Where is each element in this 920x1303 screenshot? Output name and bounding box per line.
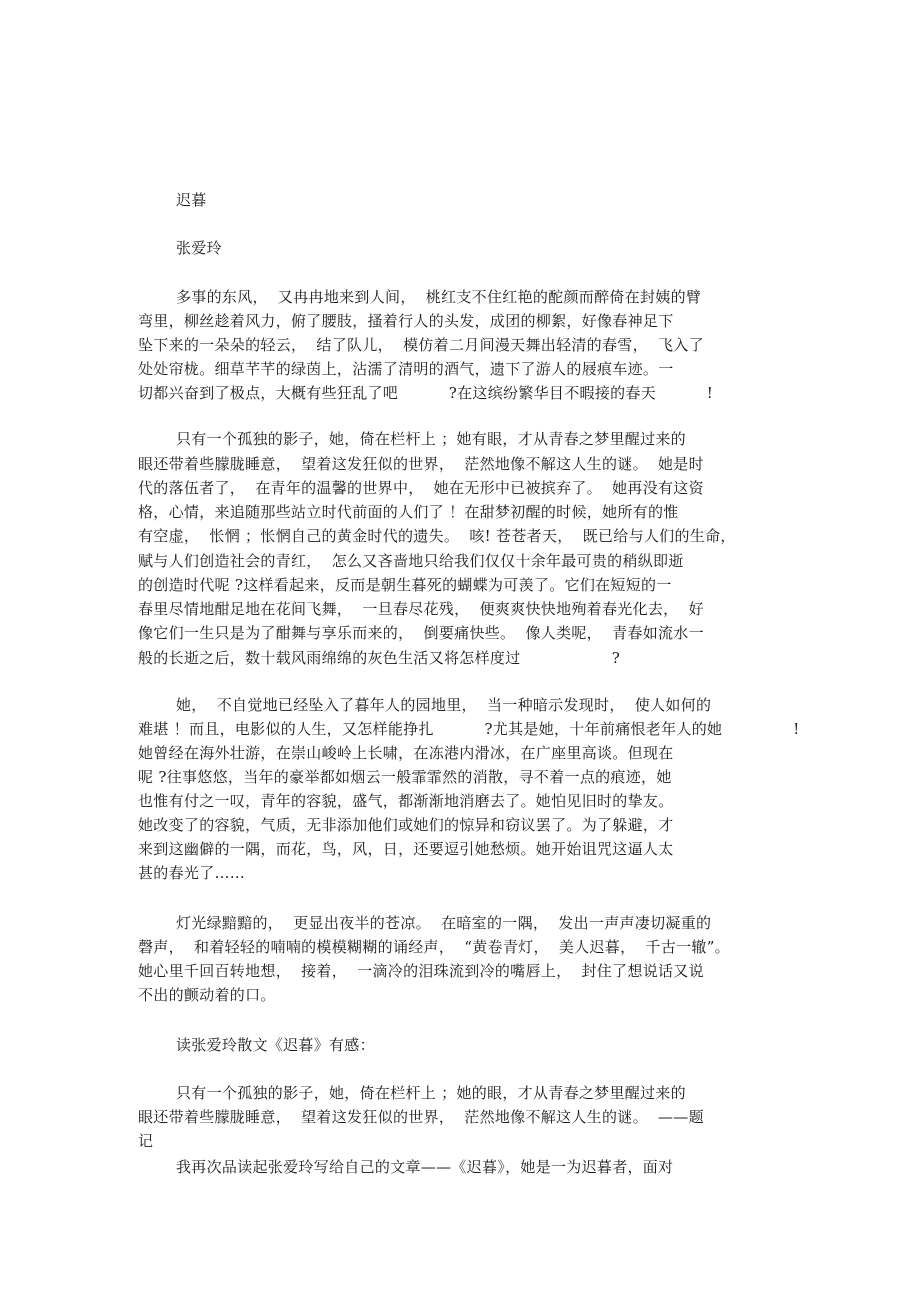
text-line: 只有一个孤独的影子，她，倚在栏杆上 ；她的眼，才从青春之梦里醒过来的	[176, 1084, 686, 1102]
text-line: 记	[138, 1132, 154, 1150]
text-line: 磬声， 和着轻轻的喃喃的模模糊糊的诵经声， “黄卷青灯， 美人迟暮， 千古一辙”。	[138, 938, 730, 956]
text-line: 灯光绿黯黯的， 更显出夜半的苍凉。 在暗室的一隅， 发出一声声凄切凝重的	[176, 914, 712, 932]
text-line: 处处帘栊。细草芊芊的绿茵上，沾濡了清明的酒气，遗下了游人的屐痕车迹。一	[138, 360, 674, 378]
text-line: 弯里，柳丝趁着风力，俯了腰肢，搔着行人的头发，成团的柳絮，好像春神足下	[138, 312, 674, 330]
text-line: 甚的春光了……	[138, 864, 246, 882]
text-line: 她， 不自觉地已经坠入了暮年人的园地里， 当一种暗示发现时， 使人如何的	[176, 696, 712, 714]
text-line: 她改变了的容貌，气质，无非添加他们或她们的惊异和窃议罢了。为了躲避，才	[138, 816, 674, 834]
text-line: 坠下来的一朵朵的轻云， 结了队儿， 模仿着二月间漫天舞出轻清的春雪， 飞入了	[138, 336, 704, 354]
text-line: 她曾经在海外壮游，在崇山峻岭上长啸，在冻港内滑冰，在广座里高谈。但现在	[138, 744, 674, 762]
text-line: 她心里千回百转地想， 接着， 一滴冷的泪珠流到冷的嘴唇上， 封住了想说话又说	[138, 962, 704, 980]
text-line: 像它们一生只是为了酣舞与享乐而来的， 倒要痛快些。 像人类呢， 青春如流水一	[138, 624, 704, 642]
text-line: 来到这幽僻的一隅，而花，鸟，风，日，还要逗引她愁烦。她开始诅咒这逼人太	[138, 840, 674, 858]
text-line: 春里尽情地酣足地在花间飞舞， 一旦春尽花残， 便爽爽快快地殉着春光化去， 好	[138, 600, 704, 618]
text-line: 难堪 ！而且，电影似的人生，又怎样能挣扎 ?尤其是她，十年前痛恨老年人的她 !	[138, 720, 800, 738]
text-line: 眼还带着些朦胧睡意， 望着这发狂似的世界， 茫然地像不解这人生的谜。 ——题	[138, 1108, 704, 1126]
page-title: 迟暮	[176, 191, 207, 209]
text-line: 格，心情，来追随那些站立时代前面的人们了 ！在甜梦初醒的时候，她所有的惟	[138, 503, 679, 521]
text-line: 不出的颤动着的口。	[138, 986, 276, 1004]
text-line: 赋与人们创造社会的青红， 怎么又吝啬地只给我们仅仅十余年最可贵的稍纵即逝	[138, 552, 684, 570]
text-line: 多事的东风， 又冉冉地来到人间， 桃红支不住红艳的酡颜而醉倚在封姨的臂	[176, 288, 702, 306]
text-line: 也惟有付之一叹，青年的容貌，盛气，都渐渐地消磨去了。她怕见旧时的挚友。	[138, 792, 674, 810]
text-line: 的创造时代呢 ?这样看起来，反而是朝生暮死的蝴蝶为可羡了。它们在短短的一	[138, 576, 672, 594]
text-line: 般的长逝之后，数十载风雨绵绵的灰色生活又将怎样度过 ?	[138, 649, 621, 667]
essay-heading: 读张爱玲散文《迟暮》有感：	[176, 1036, 375, 1054]
text-line: 只有一个孤独的影子，她，倚在栏杆上 ；她有眼，才从青春之梦里醒过来的	[176, 430, 686, 448]
author-name: 张爱玲	[176, 239, 222, 257]
text-line: 切都兴奋到了极点，大概有些狂乱了吧 ?在这缤纷繁华目不暇接的春天 !	[138, 384, 714, 402]
text-line: 代的落伍者了， 在青年的温馨的世界中， 她在无形中已被摈弃了。 她再没有这资	[138, 479, 704, 497]
text-line: 呢 ?往事悠悠，当年的豪举都如烟云一般霏霏然的消散，寻不着一点的痕迹，她	[138, 768, 672, 786]
essay-first-line: 我再次品读起张爱玲写给自己的文章——《迟暮》，她是一为迟暮者，面对	[176, 1158, 674, 1176]
text-line: 有空虚， 怅惘 ；怅惘自己的黄金时代的遗失。 咳! 苍苍者天， 既已给与人们的生命，	[138, 527, 736, 545]
text-line: 眼还带着些朦胧睡意， 望着这发狂似的世界， 茫然地像不解这人生的谜。 她是时	[138, 455, 704, 473]
